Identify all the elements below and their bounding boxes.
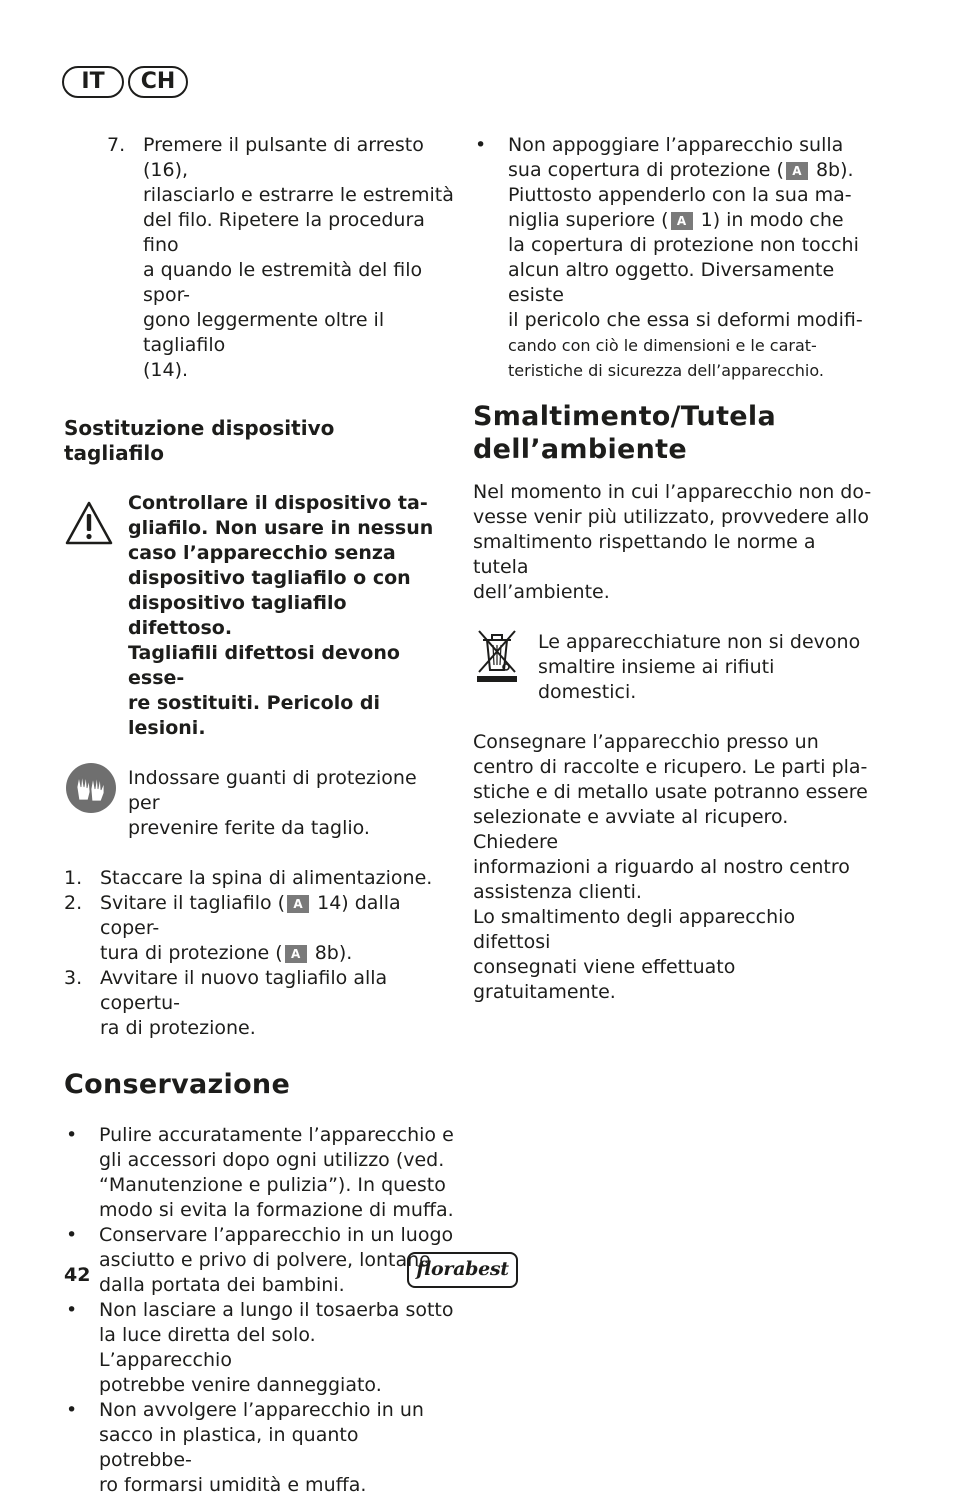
step-line: ra di protezione. <box>100 1017 256 1039</box>
warning-block <box>64 491 454 741</box>
step-line: Svitare il tagliafilo ( A 14) dalla coper- <box>100 892 401 939</box>
step-item-2 <box>64 891 454 966</box>
gloves-note <box>64 766 454 841</box>
step-line: Staccare la spina di alimentazione. <box>100 867 433 889</box>
conservazione-heading: Conservazione <box>64 1069 291 1100</box>
step-item-1 <box>64 866 454 891</box>
step-list-continued <box>64 133 454 383</box>
step-line: tura di protezione ( A 8b). <box>100 942 353 964</box>
disposal-paragraph: Nel momento in cui l’apparecchio non do- vesse venir più utilizzato, provvedere allo smaltimento rispettando le norme a tutela dell’ambiente. <box>473 481 872 603</box>
bullet-marker: • <box>66 1399 78 1421</box>
weee-text: Le apparecchiature non si devono smaltire insieme ai rifiuti domestici. <box>538 631 861 703</box>
step-item-3 <box>64 966 454 1041</box>
step-line: (14). <box>143 359 189 381</box>
step-line: Avvitare il nuovo tagliafilo alla copertu- <box>100 967 388 1014</box>
crossed-out-bin-icon <box>473 626 521 684</box>
figure-a-badge: A <box>285 945 307 963</box>
bullet-marker: • <box>66 1124 78 1146</box>
replacement-steps <box>64 866 454 1041</box>
protective-gloves-icon <box>65 762 117 814</box>
bullet-marker: • <box>66 1299 78 1321</box>
step-line: rilasciarlo e estrarre le estremità <box>143 184 454 206</box>
gloves-text: Indossare guanti di protezione per prevenire ferite da taglio. <box>128 767 417 839</box>
step-line: a quando le estremità del filo spor- <box>143 259 423 306</box>
florabest-logo: florabest <box>407 1252 518 1288</box>
lang-tag-it: IT <box>62 66 124 98</box>
weee-note <box>473 630 873 705</box>
bullet-item: • Conservare l’apparecchio in un luogo asciutto e privo di polvere, lontano dalla portata dei bambini. <box>66 1224 454 1296</box>
step-line: del filo. Ripetere la procedura fino <box>143 209 425 256</box>
conservazione-bullets <box>64 1123 454 1498</box>
warning-triangle-icon <box>64 500 114 546</box>
bullet-item: • Pulire accuratamente l’apparecchio e gli accessori dopo ogni utilizzo (ved. “Manutenzione e pulizia”). In questo modo si evita la formazione di muffa. <box>66 1124 454 1221</box>
step-number: 1. <box>64 867 83 889</box>
section-subheading: Sostituzione dispositivo tagliafilo <box>64 416 335 465</box>
page-number: 42 <box>64 1264 91 1286</box>
warning-text: Controllare il dispositivo ta- gliafilo. Non usare in nessun caso l’apparecchio senza dispositivo tagliafilo o con dispositivo tagliafilo difettoso. Tagliafili difettosi devono esse- re sostituiti. Pericolo di lesioni. <box>128 492 434 739</box>
right-column <box>473 133 873 1005</box>
left-column <box>64 133 454 1498</box>
bullet-marker: • <box>475 134 487 156</box>
figure-a-badge: A <box>671 212 693 230</box>
figure-a-badge: A <box>287 895 309 913</box>
bullet-item: • Non lasciare a lungo il tosaerba sotto la luce diretta del solo. L’apparecchio potrebbe venire danneggiato. <box>66 1299 454 1396</box>
recycling-paragraph: Consegnare l’apparecchio presso un centro di raccolte e ricupero. Le parti pla- stiche e di metallo usate potranno essere selezionate e avviate al ricupero. Chiedere informazioni a riguardo al nostro centro assistenza clienti. Lo smaltimento degli apparecchio difettosi consegnati viene effettuato gratuitamente. <box>473 731 868 1003</box>
step-number: 2. <box>64 892 83 914</box>
bullet-item: • Non avvolgere l’apparecchio in un sacco in plastica, in quanto potrebbe- ro formarsi umidità e muffa. <box>66 1399 424 1496</box>
step-line: gono leggermente oltre il tagliafilo <box>143 309 385 356</box>
step-number: 3. <box>64 967 83 989</box>
figure-a-badge: A <box>786 162 808 180</box>
smaltimento-heading: Smaltimento/Tutela dell’ambiente <box>473 401 776 465</box>
step-line: Premere il pulsante di arresto (16), <box>143 134 424 181</box>
step-item-7 <box>107 133 454 383</box>
bullet-item: • Non appoggiare l’apparecchio sulla sua copertura di protezione ( A 8b). Piuttosto appenderlo con la sua ma- niglia superiore ( A 1) in modo che la copertura di protezione non tocchi alcun altro oggetto. Diversamente esiste il pericolo che essa si deformi modifi- cando con ciò le dimensioni e le carat- teristiche di sicurezza dell’apparecchio. <box>475 134 863 380</box>
lang-tag-ch: CH <box>128 66 188 98</box>
step-number: 7. <box>107 134 126 156</box>
bullet-marker: • <box>66 1224 78 1246</box>
storage-bullet <box>473 133 873 383</box>
